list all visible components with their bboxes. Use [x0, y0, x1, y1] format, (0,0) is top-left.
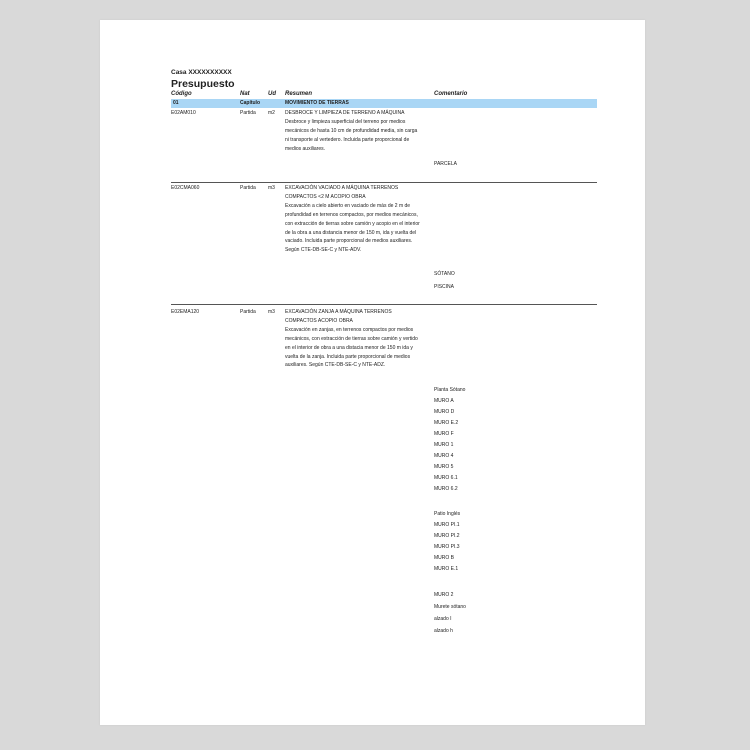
item-description: Excavación en zanjas, en terrenos compactos por medios mecánicos, con extracción de tierras sobre camión y vertido en el interior de obra a una distacia menor de 150 m ida y vuelta de la zanja. Incluida parte proporcional de medios auxiliares. Según CTE-DB-SE-C y NTE-ADZ.: [285, 326, 418, 369]
item-nat: Partida: [240, 185, 256, 191]
budget-item: [171, 108, 597, 184]
header-code: Código: [171, 91, 192, 97]
item-comment: MURO PI.3: [434, 544, 460, 550]
item-description: Excavación a cielo abierto en vaciado de más de 2 m de profundidad en terrenos compactos, por medios mecánicos, con extracción de tierras sobre camión y acopio en el interior de la obra a una distancia menor de 150 m, ida y vuelta del vaciado. Incluida parte proporcional de medios auxiliares. Según CTE-DB-SE-C y NTE-ADV.: [285, 202, 420, 254]
item-comment: PISCINA: [434, 284, 455, 290]
item-comment: MURO E.2: [434, 420, 459, 426]
budget-item: [171, 184, 597, 308]
item-summary: [285, 109, 421, 154]
item-comment: MURO 6.2: [434, 486, 458, 492]
table-header: [171, 90, 597, 99]
item-ud: m3: [268, 309, 275, 315]
item-comment: alzado h: [434, 628, 453, 634]
chapter-summary: MOVIMIENTO DE TIERRAS: [285, 100, 349, 106]
document-title: Presupuesto: [171, 78, 235, 90]
item-comment: PARCELA: [434, 161, 457, 167]
item-comment: alzado I: [434, 616, 452, 622]
item-ud: m3: [268, 185, 275, 191]
row-separator: [171, 304, 597, 305]
item-comment: SÓTANO: [434, 271, 455, 277]
item-comment: MURO 6.1: [434, 475, 458, 481]
row-separator: [171, 182, 597, 183]
item-title: DESBROCE Y LIMPIEZA DE TERRENO A MÁQUINA: [285, 110, 405, 116]
budget-item: [171, 308, 597, 644]
item-code: E02EMA120: [171, 309, 200, 315]
item-description: Desbroce y limpieza superficial del terreno por medios mecánicos de hasta 10 cm de profundidad media, sin carga ni transporte al vertedero. Incluida parte proporcional de medios auxiliares.: [285, 118, 418, 152]
item-comment: MURO B: [434, 555, 454, 561]
item-title: EXCAVACIÓN ZANJA A MÁQUINA TERRENOS COMPACTOS ACOPIO OBRA: [285, 309, 392, 324]
item-comment: Murete sótano: [434, 604, 466, 610]
item-comment: MURO F: [434, 431, 454, 437]
item-comment: MURO 1: [434, 442, 454, 448]
chapter-nat: Capítulo: [240, 100, 260, 106]
item-comment: Patio Inglés: [434, 511, 461, 517]
budget-content: [171, 69, 597, 644]
item-comment: MURO 5: [434, 464, 454, 470]
item-comment: MURO 2: [434, 592, 454, 598]
item-code: E02AM010: [171, 110, 196, 116]
project-name: Casa XXXXXXXXXX: [171, 69, 232, 76]
header-comment: Comentario: [434, 91, 468, 97]
chapter-row: [171, 99, 597, 108]
item-comment: MURO D: [434, 409, 455, 415]
item-comment: MURO E.1: [434, 566, 459, 572]
item-summary: [285, 184, 421, 255]
item-comment: Planta Sótano: [434, 387, 466, 393]
item-ud: m2: [268, 110, 275, 116]
item-summary: [285, 308, 421, 370]
header-summary: Resumen: [285, 91, 313, 97]
item-title: EXCAVACIÓN VACIADO A MÁQUINA TERRENOS COMPACTOS <2 M ACOPIO OBRA: [285, 185, 399, 200]
header-ud: Ud: [268, 91, 276, 97]
item-code: E02CMA060: [171, 185, 200, 191]
document-page: [100, 20, 645, 725]
item-comment: MURO PI.2: [434, 533, 460, 539]
chapter-code: 01: [173, 100, 179, 106]
item-nat: Partida: [240, 309, 256, 315]
item-comment: MURO PI.1: [434, 522, 460, 528]
item-comment: MURO 4: [434, 453, 454, 459]
header-nat: Nat: [240, 91, 250, 97]
item-comment: MURO A: [434, 398, 454, 404]
item-nat: Partida: [240, 110, 256, 116]
